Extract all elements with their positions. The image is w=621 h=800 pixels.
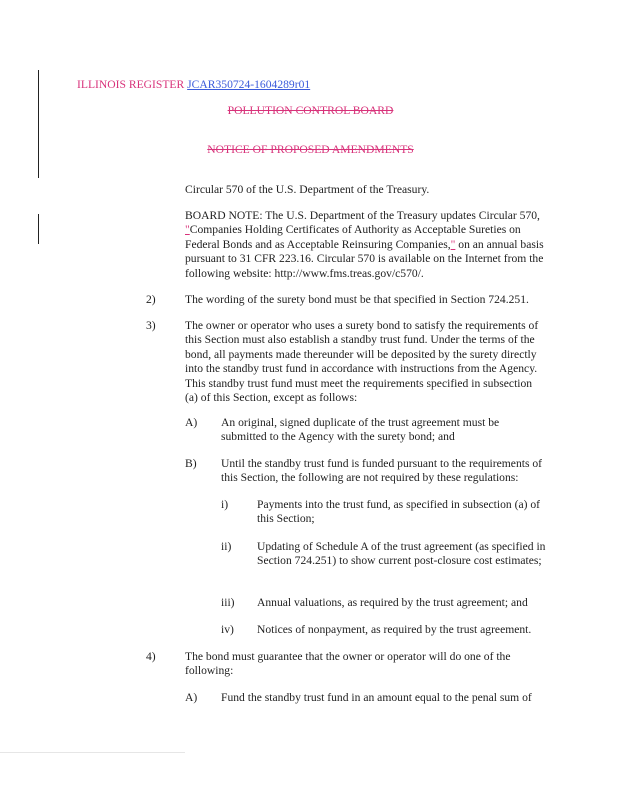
subsubitem-number: iv) [221, 623, 234, 636]
subsubitem-text: Annual valuations, as required by the trust agreement; and [257, 596, 528, 609]
page-header [77, 78, 310, 92]
circular-title: Companies Holding Certificates of Authority as Acceptable Sureties on Federal Bonds and as Acceptable Reinsuring Companies, [185, 223, 521, 251]
board-note-lead: BOARD NOTE: The U.S. Department of the Treasury updates Circular 570, [185, 209, 540, 222]
item-number: 3) [146, 319, 156, 332]
subitem-text: Fund the standby trust fund in an amount equal to the penal sum of [221, 691, 532, 704]
subsubitem-number: ii) [221, 540, 232, 553]
change-bar [38, 214, 39, 244]
subitem-text: An original, signed duplicate of the trust agreement must be submitted to the Agency with the surety bond; and [221, 416, 500, 444]
quote-open: " [185, 223, 190, 237]
subsubitem-text: Updating of Schedule A of the trust agreement (as specified in Section 724.251) to show current post-closure cost estimates; [257, 540, 546, 568]
footer-rule [0, 752, 185, 753]
board-note [185, 209, 547, 281]
item-number: 2) [146, 293, 156, 306]
jcar-code: JCAR350724-1604289r01 [187, 78, 311, 91]
subitem-number: A) [185, 416, 198, 429]
subsubitem-text: Payments into the trust fund, as specified in subsection (a) of this Section; [257, 498, 541, 526]
change-bar [38, 70, 39, 178]
quote-close: " [450, 237, 456, 251]
subitem-number: A) [185, 691, 198, 704]
board-note-tail: on an annual basis pursuant to 31 CFR 223.16. Circular 570 is available on the Internet from the following website: http://www.fms.treas.gov/c570/. [185, 237, 544, 280]
register-title: ILLINOIS REGISTER [77, 78, 185, 91]
item-text: The bond must guarantee that the owner or operator will do one of the following: [185, 650, 511, 678]
notice-title: NOTICE OF PROPOSED AMENDMENTS [207, 143, 414, 156]
subitem-number: B) [185, 457, 197, 470]
subsubitem-number: i) [221, 498, 229, 511]
subsubitem-number: iii) [221, 596, 235, 609]
circular-line: Circular 570 of the U.S. Department of the Treasury. [185, 183, 430, 196]
board-name: POLLUTION CONTROL BOARD [227, 104, 394, 117]
item-number: 4) [146, 650, 156, 663]
subsubitem-text: Notices of nonpayment, as required by the trust agreement. [257, 623, 532, 636]
subitem-text: Until the standby trust fund is funded pursuant to the requirements of this Section, the following are not required by these regulations: [221, 457, 543, 485]
item-text: The wording of the surety bond must be that specified in Section 724.251. [185, 293, 529, 306]
item-text: The owner or operator who uses a surety bond to satisfy the requirements of this Section must also establish a standby trust fund. Under the terms of the bond, all payments made thereunder will be deposited by the surety directly into the standby trust fund in accordance with instructions from the Agency. This standby trust fund must meet the requirements specified in subsection (a) of this Section, except as follows: [185, 319, 539, 405]
